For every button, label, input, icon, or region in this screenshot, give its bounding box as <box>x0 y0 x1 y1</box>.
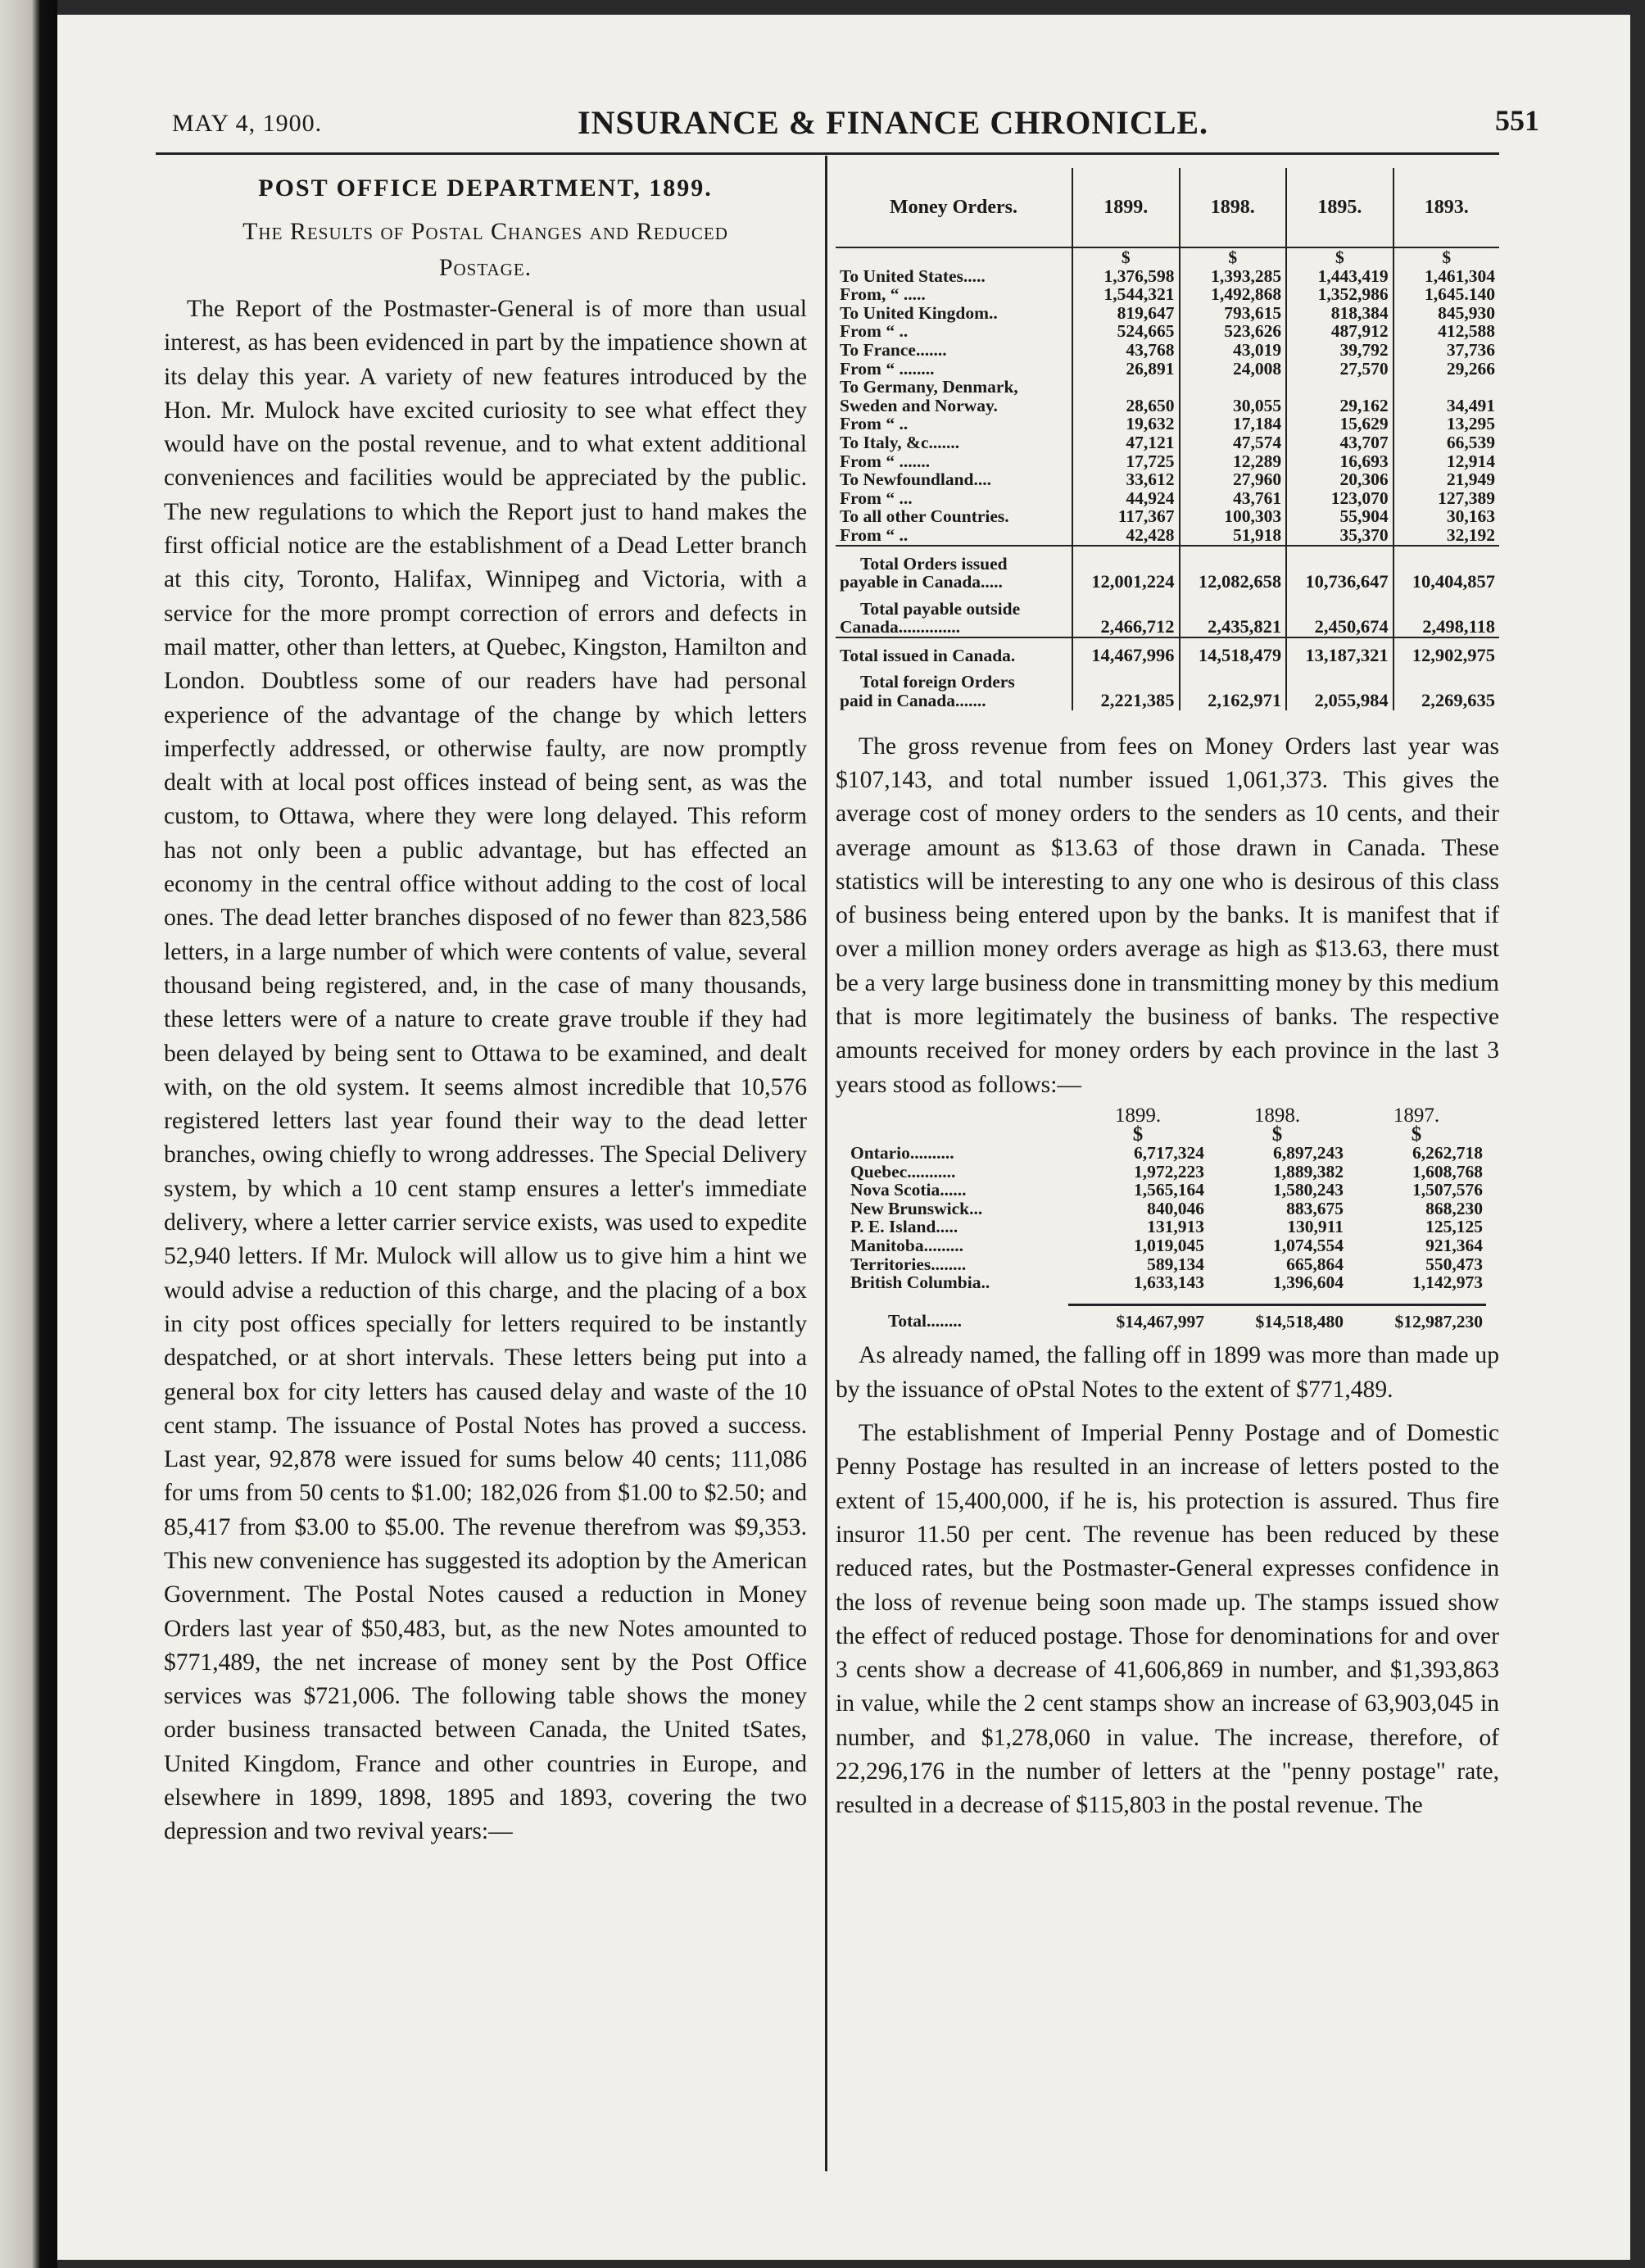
province-value: 125,125 <box>1425 1217 1483 1237</box>
province-table <box>847 1104 1486 1331</box>
table-cell-value: 16,693 <box>1286 452 1393 471</box>
table-cell-value: 32,192 <box>1393 526 1499 546</box>
page-number: 551 <box>1495 104 1539 137</box>
total-row-label <box>836 600 1499 619</box>
table-row <box>836 470 1499 489</box>
spacer-cell <box>1072 546 1180 555</box>
spacer-cell <box>1072 600 1180 619</box>
article-paragraph-2: The gross revenue from fees on Money Orders last year was $107,143, and total number issued 1,061,373. This gives the average cost of money orders to the senders as 10 cents, and their average amount as $13.63 of those drawn in Canada. These statistics will be interesting to any one who is desirous of this class of business being entered upon by the banks. It is manifest that if over a million money orders average as high as $13.63, there must be a very large business done in transmitting money by this medium that is more legitimately the business of banks. The respective amounts received for money orders by each province in the last 3 years stood as follows:— <box>836 733 1499 1098</box>
year-header-1898: 1898. <box>1180 168 1287 247</box>
province-value: 6,717,324 <box>1134 1143 1204 1163</box>
province-value: 1,608,768 <box>1412 1161 1483 1182</box>
table-cell-value: 845,930 <box>1393 304 1499 323</box>
province-rule-row <box>847 1292 1486 1305</box>
right-column <box>836 168 1499 1823</box>
total-row-label <box>836 555 1499 574</box>
province-value: 1,565,164 <box>1134 1180 1204 1200</box>
total-label-line-2: paid in Canada....... <box>840 691 986 711</box>
currency-cell <box>836 247 1072 267</box>
spacer-cell <box>1393 546 1499 555</box>
province-row <box>847 1144 1486 1163</box>
spacer-cell <box>1180 592 1287 600</box>
table-cell-value: 43,761 <box>1180 489 1287 508</box>
publication-title: INSURANCE & FINANCE CHRONICLE. <box>578 104 1209 141</box>
total-value: 14,467,996 <box>1072 646 1180 665</box>
table-row <box>836 489 1499 508</box>
total-value: 2,498,118 <box>1393 618 1499 637</box>
table-cell-value: 523,626 <box>1180 322 1287 341</box>
article-paragraph-3: As already named, the falling off in 1899 was more than made up by the issuance of oPstal Notes to the extent of $771,489. <box>836 1342 1499 1403</box>
table-cell-value: 1,645.140 <box>1393 285 1499 304</box>
table-cell-value <box>1286 378 1393 397</box>
province-body <box>847 1144 1486 1331</box>
table-cell-label: To United Kingdom.. <box>840 302 998 323</box>
province-header-blank <box>847 1107 1068 1126</box>
total-label-line-1: Total Orders issued <box>860 553 1008 574</box>
spacer-cell <box>1286 600 1393 619</box>
province-row <box>847 1236 1486 1255</box>
province-total-label: Total........ <box>888 1311 962 1331</box>
table-cell-value: 1,352,986 <box>1286 285 1393 304</box>
spacer-cell <box>1393 555 1499 574</box>
total-value: 2,055,984 <box>1286 692 1393 710</box>
province-year-1899: 1899. <box>1114 1104 1162 1127</box>
table-cell-value: 28,650 <box>1072 397 1180 415</box>
table-cell-value: 21,949 <box>1393 470 1499 489</box>
province-value: 868,230 <box>1425 1198 1483 1218</box>
table-row <box>836 360 1499 379</box>
table-cell-value: 66,539 <box>1393 433 1499 452</box>
table-cell-value: 30,055 <box>1180 397 1287 415</box>
spacer-cell <box>1286 673 1393 692</box>
table-cell-value: 55,904 <box>1286 507 1393 526</box>
province-name: British Columbia.. <box>850 1272 990 1293</box>
currency-cell: $ <box>1072 247 1180 267</box>
province-name: Quebec........... <box>850 1161 956 1182</box>
money-orders-table <box>836 168 1499 710</box>
total-label-line-2: payable in Canada..... <box>840 572 1003 592</box>
province-value: 1,396,604 <box>1273 1272 1344 1293</box>
year-header-1895: 1895. <box>1286 168 1393 247</box>
table-cell-value: 47,121 <box>1072 433 1180 452</box>
province-row <box>847 1255 1486 1274</box>
total-value: 14,518,479 <box>1180 646 1287 665</box>
table-cell-value: 1,461,304 <box>1393 267 1499 286</box>
table-row <box>836 285 1499 304</box>
table-cell-value: 30,163 <box>1393 507 1499 526</box>
table-cell-value: 17,725 <box>1072 452 1180 471</box>
table-cell-value: 42,428 <box>1072 526 1180 546</box>
total-value: 2,435,821 <box>1180 618 1287 637</box>
money-orders-header-label: Money Orders. <box>836 168 1072 247</box>
spacer-cell <box>1286 665 1393 673</box>
total-value: 2,450,674 <box>1286 618 1393 637</box>
total-value: 10,404,857 <box>1393 573 1499 592</box>
table-cell-value: 37,736 <box>1393 341 1499 360</box>
table-cell-value: 100,303 <box>1180 507 1287 526</box>
total-row <box>836 618 1499 637</box>
table-row <box>836 526 1499 546</box>
province-value: 6,897,243 <box>1273 1143 1344 1163</box>
table-row <box>836 433 1499 452</box>
table-cell-value: 15,629 <box>1286 415 1393 433</box>
province-currency-1899: $ <box>1132 1123 1144 1145</box>
left-column <box>164 168 807 1849</box>
header-rule <box>156 152 1499 155</box>
table-cell-value: 39,792 <box>1286 341 1393 360</box>
table-cell-value: 524,665 <box>1072 322 1180 341</box>
total-label-line-1: Total payable outside <box>860 598 1021 619</box>
table-cell-value: 12,914 <box>1393 452 1499 471</box>
province-name: Ontario.......... <box>850 1143 954 1163</box>
province-name: New Brunswick... <box>850 1198 983 1218</box>
province-value: 1,889,382 <box>1273 1161 1344 1182</box>
province-value: 1,142,973 <box>1412 1272 1483 1293</box>
table-cell-value: 1,376,598 <box>1072 267 1180 286</box>
money-orders-body <box>836 247 1499 710</box>
province-value: 921,364 <box>1425 1236 1483 1256</box>
spacer-cell <box>1286 555 1393 574</box>
spacer-cell <box>1393 665 1499 673</box>
province-value: 665,864 <box>1286 1254 1344 1274</box>
province-year-1897: 1897. <box>1393 1104 1440 1127</box>
table-cell-value: 19,632 <box>1072 415 1180 433</box>
article-paragraph-4: The establishment of Imperial Penny Postage and of Domestic Penny Postage has resulted in an increase of letters posted to the extent of 15,400,000, if he is, his protection is assured. Thus fire insuror 11.50 per cent. The revenue has been reduced by these reduced rates, but the Postmaster-General expresses confidence in the loss of revenue being soon made up. The stamps issued show the effect of reduced postage. Those for denominations for and over 3 cents show a decrease of 41,606,869 in number, and $1,393,863 in value, while the 2 cent stamps show an increase of 63,903,045 in number, and $1,278,060 in value. The increase, therefore, of 22,296,176 in the number of letters at the "penny postage" rate, resulted in a decrease of $115,803 in the postal revenue. The <box>836 1420 1499 1819</box>
spacer-cell <box>1180 600 1287 619</box>
spacer-cell <box>1180 665 1287 673</box>
table-cell-value: 127,389 <box>1393 489 1499 508</box>
province-row <box>847 1181 1486 1200</box>
spacer-cell <box>1180 673 1287 692</box>
table-cell-value: 47,574 <box>1180 433 1287 452</box>
table-cell-value: 412,588 <box>1393 322 1499 341</box>
table-cell-value: 1,443,419 <box>1286 267 1393 286</box>
rule-cell <box>1347 1292 1486 1305</box>
table-row <box>836 378 1499 397</box>
year-header-1893: 1893. <box>1393 168 1499 247</box>
table-cell-label: From “ .. <box>840 524 909 545</box>
table-cell-value: 33,612 <box>1072 470 1180 489</box>
total-value: 13,187,321 <box>1286 646 1393 665</box>
total-row-label <box>836 673 1499 692</box>
section-subtitle <box>164 214 807 286</box>
column-divider <box>825 156 827 2171</box>
total-value: 12,902,975 <box>1393 646 1499 665</box>
spacer-cell <box>1286 592 1393 600</box>
province-value: 130,911 <box>1287 1217 1344 1237</box>
table-cell-value: 35,370 <box>1286 526 1393 546</box>
table-cell-value: 818,384 <box>1286 304 1393 323</box>
table-cell-value <box>1393 378 1499 397</box>
spacer-cell <box>1180 555 1287 574</box>
province-currency-1897: $ <box>1411 1123 1422 1145</box>
total-row <box>836 573 1499 592</box>
province-value: 6,262,718 <box>1412 1143 1483 1163</box>
table-cell-label: To United States..... <box>840 265 986 286</box>
table-cell-label: From “ ........ <box>840 358 935 379</box>
spacer-cell <box>1072 592 1180 600</box>
table-cell-label: From “ ... <box>840 488 913 508</box>
table-cell-value: 117,367 <box>1072 507 1180 526</box>
table-cell-value: 1,492,868 <box>1180 285 1287 304</box>
spacer-cell <box>1393 592 1499 600</box>
province-total-value: $14,518,480 <box>1255 1311 1344 1331</box>
table-cell-value: 13,295 <box>1393 415 1499 433</box>
province-row <box>847 1273 1486 1292</box>
province-row <box>847 1200 1486 1218</box>
table-row <box>836 267 1499 286</box>
book-spine <box>0 0 57 2268</box>
total-label-line-2: Canada.............. <box>840 617 960 637</box>
table-cell-label: From, “ ..... <box>840 284 926 305</box>
subtitle-line-2: Postage. <box>438 254 532 281</box>
table-cell-label: To Newfoundland.... <box>840 469 992 490</box>
article-paragraph-1: The Report of the Postmaster-General is of more than usual interest, as has been evidenced in part by the impatience shown at its delay this year. A variety of new features introduced by the Hon. Mr. Mulock have excited curiosity to see what effect they would have on the postal revenue, and to what extent additional conveniences and facilities would be appreciated by the public. The new regulations to which the Report just to hand makes the first official notice are the establishment of a Dead Letter branch at this city, Toronto, Halifax, Winnipeg and Victoria, with a service for the more prompt correction of errors and defects in mail matter, other than letters, at Quebec, Kingston, Hamilton and London. Doubtless some of our readers have had personal experience of the advantage of the change by which letters imperfectly addressed, or otherwise faulty, are now promptly dealt with at local post offices instead of being sent, as was the custom, to Ottawa, where they were long delayed. This reform has not only been a public advantage, but has effected an economy in the central office without adding to the cost of local ones. The dead letter branches disposed of no fewer than 823,586 letters, in a large number of which were contents of value, several thousand being registered, and, in the case of many thousands, these letters were of a nature to create grave trouble if they had been delayed by being sent to Ottawa to be examined, and dealt with, on the old system. It seems almost incredible that 10,576 registered letters last year found their way to the dead letter branches, owing chiefly to wrong addresses. The Special Delivery system, by which a 10 cent stamp ensures a letter's immediate delivery, where a letter carrier service exists, was used to expedite 52,940 letters. If Mr. Mulock will allow us to give him a hint we would advise a reduction of this charge, and the placing of a box in city post offices specially for letters required to be instantly despatched, or at short intervals. These letters being put into a general box for city letters has caused delay and waste of the 10 cent stamp. The issuance of Postal Notes has proved a success. Last year, 92,878 were issued for sums below 40 cents; 111,086 for ums from 50 cents to $1.00; 182,026 from $1.00 to $2.50; and 85,417 from $3.00 to $5.00. The revenue therefrom was $9,353. This new convenience has suggested its adoption by the American Government. The Postal Notes caused a reduction in Money Orders last year of $50,483, but, as the new Notes amounted to $771,489, the net increase of money sent by the Post Office services was $721,006. The following table shows the money order business transacted between Canada, the United tSates, United Kingdom, France and other countries in Europe, and elsewhere in 1899, 1898, 1895 and 1893, covering the two depression and two revival years:— <box>164 296 807 1845</box>
province-value: 840,046 <box>1147 1198 1204 1218</box>
table-cell-label: From “ .. <box>840 414 909 434</box>
total-value: 2,269,635 <box>1393 692 1499 710</box>
table-row <box>836 507 1499 526</box>
province-value: 1,074,554 <box>1273 1236 1344 1256</box>
table-cell-value <box>1072 378 1180 397</box>
table-cell-value: 793,615 <box>1180 304 1287 323</box>
province-total-value: $12,987,230 <box>1394 1311 1483 1331</box>
spacer-cell <box>1393 673 1499 692</box>
table-row <box>836 322 1499 341</box>
table-cell-label: To Germany, Denmark, <box>840 377 1018 397</box>
table-cell-value: 27,570 <box>1286 360 1393 379</box>
province-value: 883,675 <box>1286 1198 1344 1218</box>
total-value: 10,736,647 <box>1286 573 1393 592</box>
rule-cell <box>1208 1292 1347 1305</box>
table-cell-value: 24,008 <box>1180 360 1287 379</box>
table-cell-value: 51,918 <box>1180 526 1287 546</box>
province-value: 550,473 <box>1425 1254 1483 1274</box>
province-value: 1,507,576 <box>1412 1180 1483 1200</box>
currency-cell: $ <box>1286 247 1393 267</box>
table-cell-value: 43,019 <box>1180 341 1287 360</box>
spacer-cell <box>1286 546 1393 555</box>
table-cell-value <box>1180 378 1287 397</box>
currency-row <box>836 247 1499 267</box>
table-row <box>836 452 1499 471</box>
province-name: Nova Scotia...... <box>850 1180 967 1200</box>
spacer-cell <box>836 546 1072 555</box>
table-cell-label: To Italy, &c....... <box>840 432 960 452</box>
province-value: 589,134 <box>1147 1254 1204 1274</box>
table-cell-value: 123,070 <box>1286 489 1393 508</box>
total-row <box>836 692 1499 710</box>
section-title: POST OFFICE DEPARTMENT, 1899. <box>258 175 713 202</box>
table-cell-value: 12,289 <box>1180 452 1287 471</box>
total-value: 12,082,658 <box>1180 573 1287 592</box>
spacer-cell <box>1072 665 1180 673</box>
province-name: Manitoba......... <box>850 1236 963 1256</box>
province-value: 1,019,045 <box>1134 1236 1204 1256</box>
table-cell-label: From “ ....... <box>840 451 931 471</box>
currency-cell: $ <box>1180 247 1287 267</box>
table-row <box>836 415 1499 433</box>
issue-date: MAY 4, 1900. <box>172 110 323 137</box>
spacer-cell <box>1393 600 1499 619</box>
spacer-cell <box>1180 546 1287 555</box>
table-cell-label: To France....... <box>840 339 947 360</box>
table-cell-value: 20,306 <box>1286 470 1393 489</box>
year-header-1899: 1899. <box>1072 168 1180 247</box>
table-cell-value: 34,491 <box>1393 397 1499 415</box>
spacer-cell <box>1072 555 1180 574</box>
table-cell-value: 43,768 <box>1072 341 1180 360</box>
rule-cell <box>1068 1292 1208 1305</box>
total-value: 2,162,971 <box>1180 692 1287 710</box>
table-row <box>836 397 1499 415</box>
running-header <box>119 104 1539 149</box>
province-name: Territories........ <box>850 1254 967 1274</box>
province-total-row <box>847 1304 1486 1331</box>
province-value: 1,633,143 <box>1134 1272 1204 1293</box>
province-value: 131,913 <box>1147 1217 1204 1237</box>
province-total-value: $14,467,997 <box>1116 1311 1204 1331</box>
province-value: 1,972,223 <box>1134 1161 1204 1182</box>
table-cell-value: 29,162 <box>1286 397 1393 415</box>
province-row <box>847 1163 1486 1182</box>
total-value: 2,466,712 <box>1072 618 1180 637</box>
table-cell-value: 1,544,321 <box>1072 285 1180 304</box>
table-cell-label: From “ .. <box>840 321 909 342</box>
table-row <box>836 304 1499 323</box>
subtitle-line-1: The Results of Postal Changes and Reduced <box>242 218 728 245</box>
table-row <box>836 341 1499 360</box>
total-value: 2,221,385 <box>1072 692 1180 710</box>
total-row <box>836 646 1499 665</box>
table-cell-value: 1,393,285 <box>1180 267 1287 286</box>
table-cell-value: 487,912 <box>1286 322 1393 341</box>
province-value: 1,580,243 <box>1273 1180 1344 1200</box>
total-label-line-2: Total issued in Canada. <box>840 645 1016 665</box>
table-spacer <box>836 546 1499 555</box>
rule-cell <box>847 1292 1068 1305</box>
currency-cell: $ <box>1393 247 1499 267</box>
table-cell-value: 17,184 <box>1180 415 1287 433</box>
table-cell-value: 29,266 <box>1393 360 1499 379</box>
table-cell-value: 43,707 <box>1286 433 1393 452</box>
province-row <box>847 1218 1486 1236</box>
province-name: P. E. Island..... <box>850 1217 958 1237</box>
table-cell-value: 44,924 <box>1072 489 1180 508</box>
table-cell-value: 27,960 <box>1180 470 1287 489</box>
total-label-line-1: Total foreign Orders <box>860 672 1015 692</box>
table-cell-value: 819,647 <box>1072 304 1180 323</box>
spacer-cell <box>1072 673 1180 692</box>
province-currency-1898: $ <box>1271 1123 1283 1145</box>
table-cell-label: To all other Countries. <box>840 506 1009 527</box>
province-currency-blank <box>847 1126 1068 1145</box>
table-cell-value: 26,891 <box>1072 360 1180 379</box>
province-year-1898: 1898. <box>1253 1104 1301 1127</box>
total-value: 12,001,224 <box>1072 573 1180 592</box>
table-cell-label: Sweden and Norway. <box>840 395 998 415</box>
